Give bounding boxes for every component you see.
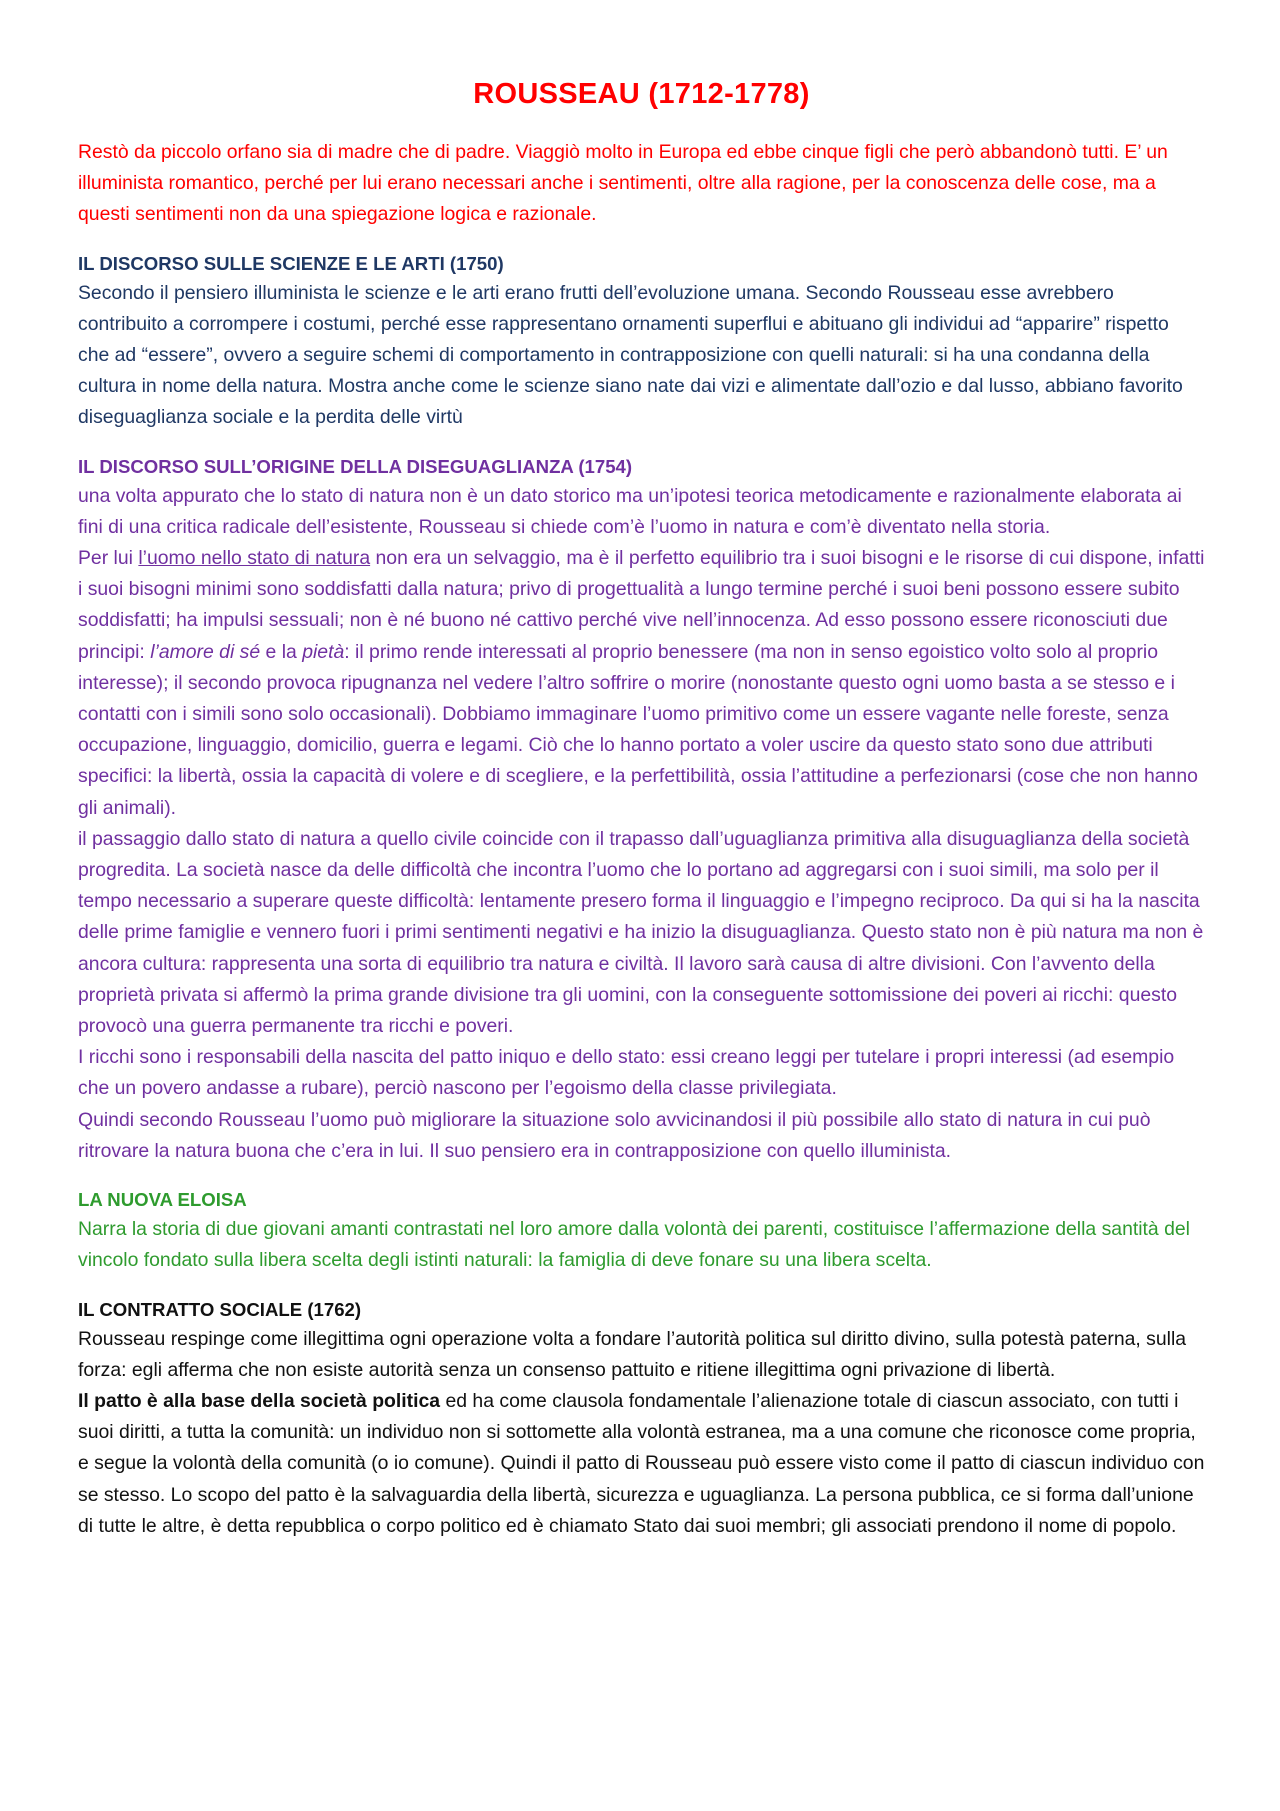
contratto-p2 (78, 1386, 1205, 1542)
discorso-origine-p3: il passaggio dallo stato di natura a quello civile coincide con il trapasso dall’uguaglianza primitiva alla disuguaglianza della società progredita. La società nasce da delle difficoltà che incontra l’uomo che lo portano ad aggregarsi con i suoi simili, ma solo per il tempo necessario a superare queste difficoltà: lentamente presero forma il linguaggio e l’impegno reciproco. Da qui si ha la nascita delle prime famiglie e vennero fuori i primi sentimenti negativi e ha inizio la disuguaglianza. Questo stato non è più natura ma non è ancora cultura: rappresenta una sorta di equilibrio tra natura e civiltà. Il lavoro sarà causa di altre divisioni. Con l’avvento della proprietà privata si affermò la prima grande divisione tra gli uomini, con la conseguente sottomissione dei poveri ai ricchi: questo provocò una guerra permanente tra ricchi e poveri. (78, 827, 1204, 1038)
nuova-eloisa-section (78, 1185, 1205, 1276)
p2-text-c: e la (260, 640, 303, 663)
p2-text-a: Per lui (78, 547, 139, 570)
p2-text-b: non era un selvaggio, ma è il perfetto equilibrio tra i suoi bisogni e le risorse di cui dispone, infatti i suoi bisogni minimi sono soddisfatti dalla natura; privo di progettualità a lungo termine perché i suoi beni possono essere subito soddisfatti; ha impulsi sessuali; non è né buono né cattivo perché vive nell’innocenza. Ad esso possono essere riconosciuti due principi: (78, 547, 1205, 663)
discorso-origine-p5: Quindi secondo Rousseau l’uomo può migliorare la situazione solo avvicinandosi il più possibile allo stato di natura in cui può ritrovare la natura buona che c’era in lui. Il suo pensiero era in contrapposizione con quello illuminista. (78, 1108, 1151, 1162)
intro-section (78, 137, 1205, 231)
nuova-eloisa-body: Narra la storia di due giovani amanti contrastati nel loro amore dalla volontà dei parenti, costituisce l’affermazione della santità del vincolo fondato sulla libera scelta degli istinti naturali: la famiglia di deve fonare su una libera scelta. (78, 1218, 1190, 1272)
intro-paragraph: Restò da piccolo orfano sia di madre che di padre. Viaggiò molto in Europa ed ebbe cinque figli che però abbandonò tutti. E’ un illuminista romantico, perché per lui erano necessari anche i sentimenti, oltre alla ragione, per la conoscenza delle cose, ma a questi sentimenti non da una spiegazione logica e razionale. (78, 141, 1168, 226)
p2-italic-amore: l’amore di sé (150, 640, 261, 663)
p2-underlined-phrase: l’uomo nello stato di natura (138, 547, 371, 570)
contratto-p1: Rousseau respinge come illegittima ogni operazione volta a fondare l’autorità politica sul diritto divino, sulla potestà paterna, sulla forza: egli afferma che non esiste autorità senza un consenso pattuito e ritiene illegittima ogni privazione di libertà. (78, 1327, 1187, 1381)
discorso-origine-p2 (78, 543, 1205, 824)
discorso-origine-p1: una volta appurato che lo stato di natura non è un dato storico ma un’ipotesi teorica metodicamente e razionalmente elaborata ai fini di una critica radicale dell’esistente, Rousseau si chiede com’è l’uomo in natura e com’è diventato nella storia. (78, 484, 1182, 538)
contratto-heading: IL CONTRATTO SOCIALE (1762) (78, 1298, 362, 1320)
discorso-scienze-body: Secondo il pensiero illuminista le scienze e le arti erano frutti dell’evoluzione umana. Secondo Rousseau esse avrebbero contribuito a corrompere i costumi, perché esse rappresentano ornamenti superflui e abituano gli individui ad “apparire” rispetto che ad “essere”, ovvero a seguire schemi di comportamento in contrapposizione con quelli naturali: si ha una condanna della cultura in nome della natura. Mostra anche come le scienze siano nate dai vizi e alimentate dall’ozio e dal lusso, abbiano favorito diseguaglianza sociale e la perdita delle virtù (78, 281, 1183, 429)
p2-text-d: : il primo rende interessati al proprio benessere (ma non in senso egoistico volto solo al proprio interesse); il secondo provoca ripugnanza nel vedere l’altro soffrire o morire (nonostante questo ogni uomo basta a se stesso e i contatti con i simili sono solo occasionali). Dobbiamo immaginare l’uomo primitivo come un essere vagante nelle foreste, senza occupazione, linguaggio, domicilio, guerra e legami. Ciò che lo hanno portato a voler uscire da questo stato sono due attributi specifici: la libertà, ossia la capacità di volere e di scegliere, e la perfettibilità, ossia l’attitudine a perfezionarsi (cose che non hanno gli animali). (78, 640, 1198, 819)
discorso-origine-p4: I ricchi sono i responsabili della nascita del patto iniquo e dello stato: essi creano leggi per tutelare i propri interessi (ad esempio che un povero andasse a rubare), perciò nascono per l’egoismo della classe privilegiata. (78, 1046, 1175, 1100)
discorso-origine-heading: IL DISCORSO SULL’ORIGINE DELLA DISEGUAGLIANZA (1754) (78, 455, 633, 477)
contratto-p2-rest: ed ha come clausola fondamentale l’alienazione totale di ciascun associato, con tutti i suoi diritti, a tutta la comunità: un individuo non si sottomette alla volontà estranea, ma a una comune che riconosce come propria, e segue la volontà della comunità (o io comune). Quindi il patto di Rousseau può essere visto come il patto di ciascun individuo con se stesso. Lo scopo del patto è la salvaguardia della libertà, sicurezza e uguaglianza. La persona pubblica, ce si forma dall’unione di tutte le altre, è detta repubblica o corpo politico ed è chiamato Stato dai suoi membri; gli associati prendono il nome di popolo. (78, 1389, 1205, 1537)
discorso-scienze-heading: IL DISCORSO SULLE SCIENZE E LE ARTI (1750) (78, 252, 504, 274)
contratto-bold-phrase: Il patto è alla base della società politica (78, 1389, 441, 1412)
page-title: ROUSSEAU (1712-1778) (473, 78, 810, 110)
discorso-scienze-section (78, 249, 1205, 434)
nuova-eloisa-heading: LA NUOVA ELOISA (78, 1189, 247, 1211)
contratto-section (78, 1295, 1205, 1542)
discorso-origine-section (78, 452, 1205, 1167)
p2-italic-pieta: pietà (302, 640, 345, 663)
